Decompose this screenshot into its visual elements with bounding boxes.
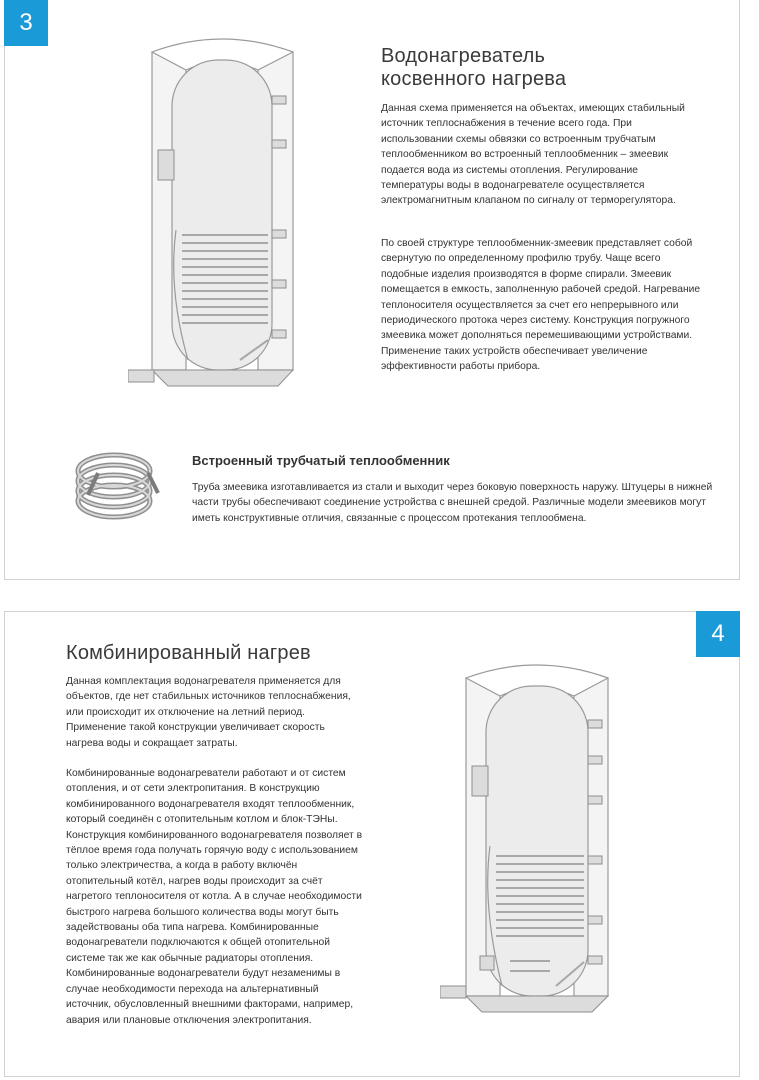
coil-description: Труба змеевика изготавливается из стали и выходит через боковую поверхность наружу. Штуцеры в нижней части трубы обеспечивают соединение устройства с внешней средой. Различные модели змеевиков могут иметь конструктивные отличия, связанные с процессом протекания теплообмена. xyxy=(192,482,713,524)
section-3-title-line-2: косвенного нагрева xyxy=(381,68,567,90)
section-number-badge: 4 xyxy=(696,611,740,657)
coil-title: Встроенный трубчатый теплообменник xyxy=(192,453,450,468)
section-3-paragraph-2: По своей структуре теплообменник-змеевик представляет собой свернутую по определенному профилю трубу. Чаще всего подобные изделия производятся в форме спирали. Змеевик помещается в емкость, заполненную рабочей средой. Нагревание теплоносителя осуществляется за счет его непрерывного или периодического протока через систему. Конструкция погружного змеевика может дополняться перемешивающими устройствами. Применение таких устройств обеспечивает увеличение эффективности работы прибора. xyxy=(381,238,701,373)
coil-heat-exchanger-illustration xyxy=(68,443,164,529)
section-number-badge: 3 xyxy=(4,0,48,46)
section-3-title-line-1: Водонагреватель xyxy=(381,45,546,67)
section-3-paragraph-1: Данная схема применяется на объектах, имеющих стабильный источник теплоснабжения в течение всего года. При использовании схемы обвязки со встроенным трубчатым теплообменником во встроенный теплообменник – змеевик подается вода из системы отопления. Регулирование температуры воды в водонагревателе осуществляется электромагнитным клапаном по сигналу от терморегулятора. xyxy=(381,103,685,207)
section-4-paragraph-1: Данная комплектация водонагревателя применяется для объектов, где нет стабильных источников теплоснабжения, или происходит их отключение на летний период. Применение такой конструкции увеличивает скорость нагрева воды и сокращает затраты. xyxy=(66,676,351,749)
section-4-paragraph-2: Комбинированные водонагреватели работают и от систем отопления, и от сети электропитания. В конструкцию комбинированного водонагревателя входят теплообменник, который соединён с отопительным котлом и блок-ТЭНы. Конструкция комбинированного водонагревателя позволяет в тёплое время года получать горячую воду с использованием только электричества, а когда в работу включён отопительный котёл, нагрев воды происходит за счёт нагретого теплоносителя от котла. А в случае необходимости быстрого нагрева большого количества воды могут быть задействованы оба типа нагрева. Комбинированные водонагреватели подключаются к общей отопительной системе так же как обычные радиаторы отопления. Комбинированные водонагреватели будут незаменимы в случае необходимости перехода на альтернативный источник, обусловленный внешними факторами, например, авария или плановые отключения электропитания. xyxy=(66,768,363,1026)
water-heater-cutaway-illustration xyxy=(440,656,625,1036)
water-heater-cutaway-illustration xyxy=(128,30,308,408)
section-4-title: Комбинированный нагрев xyxy=(66,642,311,664)
